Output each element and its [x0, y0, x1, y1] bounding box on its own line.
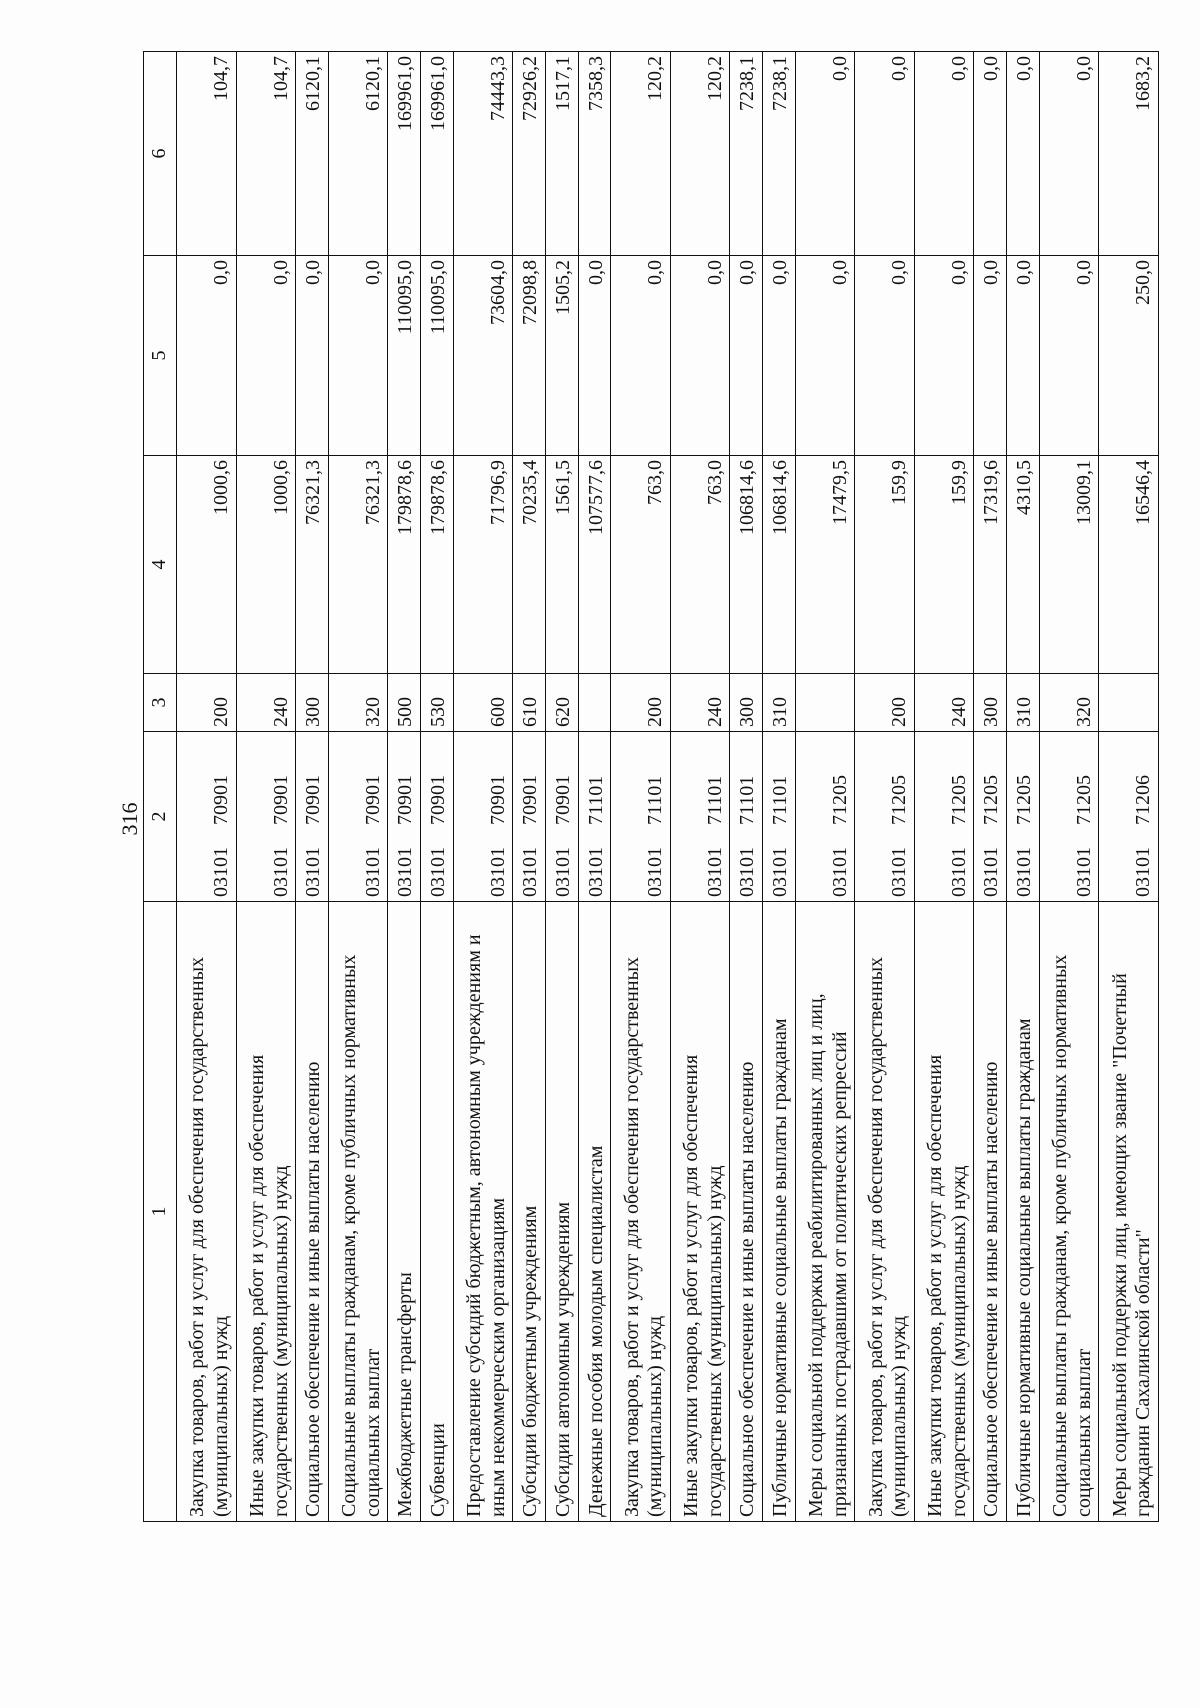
- table-row: [611, 52, 671, 1522]
- row-value-col6: 1683,2: [1099, 52, 1159, 256]
- row-expense-kind: 620: [545, 674, 578, 732]
- row-value-col5: 0,0: [236, 256, 296, 456]
- row-code-direction: 71205: [1072, 775, 1095, 825]
- row-value-col6: 0,0: [1039, 52, 1099, 256]
- row-code-program: 03101: [980, 847, 1003, 897]
- row-code: [611, 732, 671, 902]
- row-value-col4: 179878,6: [388, 456, 421, 674]
- row-code-direction: 70901: [209, 775, 232, 825]
- row-code-program: 03101: [1013, 847, 1036, 897]
- row-code: [388, 732, 421, 902]
- row-code-direction: 71101: [644, 775, 667, 825]
- table-row: [328, 52, 388, 1522]
- row-code: [1006, 732, 1039, 902]
- row-code: [730, 732, 763, 902]
- row-name: Публичные нормативные социальные выплаты гражданам: [1006, 902, 1039, 1522]
- row-code: [670, 732, 730, 902]
- row-name: Межбюджетные трансферты: [388, 902, 421, 1522]
- row-code-direction: 70901: [486, 775, 509, 825]
- row-value-col4: 763,0: [670, 456, 730, 674]
- row-code-direction: 71101: [769, 775, 791, 825]
- row-code-direction: 71101: [584, 775, 607, 825]
- table-row: [730, 52, 763, 1522]
- row-value-col4: 106814,6: [762, 456, 795, 674]
- row-value-col6: 169961,0: [421, 52, 454, 256]
- row-code-program: 03101: [584, 847, 607, 897]
- row-name: Субвенции: [421, 902, 454, 1522]
- column-header-3: 3: [144, 674, 177, 732]
- row-code: [236, 732, 296, 902]
- row-code-program: 03101: [486, 847, 509, 897]
- table-row: [453, 52, 513, 1522]
- row-code: [1099, 732, 1159, 902]
- row-value-col6: 104,7: [236, 52, 296, 256]
- row-value-col4: 76321,3: [328, 456, 388, 674]
- column-header-5: 5: [144, 256, 177, 456]
- row-name: Субсидии бюджетным учреждениям: [513, 902, 546, 1522]
- table-row: [1006, 52, 1039, 1522]
- row-expense-kind: 200: [855, 674, 915, 732]
- row-code: [453, 732, 513, 902]
- table-row: [578, 52, 611, 1522]
- row-value-col6: 169961,0: [388, 52, 421, 256]
- row-expense-kind: 320: [328, 674, 388, 732]
- row-code: [177, 732, 237, 902]
- row-name: Меры социальной поддержки лиц, имеющих звание "Почетный гражданин Сахалинской области": [1099, 902, 1159, 1522]
- row-expense-kind: 500: [388, 674, 421, 732]
- row-code: [545, 732, 578, 902]
- row-code-program: 03101: [1132, 847, 1155, 897]
- row-value-col5: 0,0: [730, 256, 763, 456]
- row-value-col4: 71796,9: [453, 456, 513, 674]
- row-value-col4: 179878,6: [421, 456, 454, 674]
- row-value-col6: 74443,3: [453, 52, 513, 256]
- row-code-program: 03101: [888, 847, 911, 897]
- column-header-2: 2: [144, 732, 177, 902]
- row-code: [974, 732, 1007, 902]
- row-expense-kind: 240: [670, 674, 730, 732]
- row-code-direction: 70901: [394, 775, 417, 825]
- row-name: Иные закупки товаров, работ и услуг для обеспечения государственных (муниципальных) нужд: [670, 902, 730, 1522]
- row-value-col4: 1561,5: [545, 456, 578, 674]
- row-code-program: 03101: [394, 847, 417, 897]
- budget-table: [143, 51, 1159, 1522]
- row-value-col4: 17479,5: [795, 456, 855, 674]
- row-code-program: 03101: [644, 847, 667, 897]
- row-code: [795, 732, 855, 902]
- row-expense-kind: 600: [453, 674, 513, 732]
- row-value-col4: 1000,6: [177, 456, 237, 674]
- row-code-direction: 71205: [828, 775, 851, 825]
- row-name: Социальные выплаты гражданам, кроме публичных нормативных социальных выплат: [1039, 902, 1099, 1522]
- table-row: [513, 52, 546, 1522]
- row-expense-kind: 530: [421, 674, 454, 732]
- row-value-col5: 73604,0: [453, 256, 513, 456]
- row-value-col6: 120,2: [670, 52, 730, 256]
- row-name: Публичные нормативные социальные выплаты гражданам: [762, 902, 795, 1522]
- row-code-direction: 71205: [947, 775, 970, 825]
- row-value-col6: 0,0: [855, 52, 915, 256]
- row-code-direction: 70901: [302, 775, 325, 825]
- row-code-direction: 71205: [1013, 775, 1036, 825]
- row-value-col5: 0,0: [328, 256, 388, 456]
- row-expense-kind: [578, 674, 611, 732]
- row-value-col5: 110095,0: [388, 256, 421, 456]
- row-code-program: 03101: [302, 847, 325, 897]
- row-code-program: 03101: [947, 847, 970, 897]
- row-value-col4: 4310,5: [1006, 456, 1039, 674]
- budget-table-sheet: [143, 52, 1159, 1522]
- row-expense-kind: 200: [177, 674, 237, 732]
- row-value-col5: 0,0: [611, 256, 671, 456]
- row-value-col4: 763,0: [611, 456, 671, 674]
- row-value-col5: 0,0: [855, 256, 915, 456]
- row-code-program: 03101: [769, 847, 791, 897]
- row-code-direction: 70901: [361, 775, 384, 825]
- row-value-col6: 72926,2: [513, 52, 546, 256]
- row-expense-kind: 200: [611, 674, 671, 732]
- row-name: Социальное обеспечение и иные выплаты населению: [296, 902, 329, 1522]
- row-code: [914, 732, 974, 902]
- row-value-col5: 0,0: [974, 256, 1007, 456]
- column-header-6: 6: [144, 52, 177, 256]
- row-value-col5: 0,0: [578, 256, 611, 456]
- row-expense-kind: 310: [1006, 674, 1039, 732]
- row-expense-kind: 300: [974, 674, 1007, 732]
- row-name: Социальное обеспечение и иные выплаты населению: [730, 902, 763, 1522]
- row-value-col6: 0,0: [1006, 52, 1039, 256]
- row-code-program: 03101: [361, 847, 384, 897]
- row-value-col5: 72098,8: [513, 256, 546, 456]
- column-header-1: 1: [144, 902, 177, 1522]
- row-value-col5: 0,0: [177, 256, 237, 456]
- row-value-col6: 0,0: [974, 52, 1007, 256]
- row-code: [421, 732, 454, 902]
- row-value-col6: 0,0: [795, 52, 855, 256]
- row-value-col5: 250,0: [1099, 256, 1159, 456]
- table-row: [974, 52, 1007, 1522]
- row-code-direction: 71101: [703, 775, 726, 825]
- row-code: [762, 732, 795, 902]
- row-value-col5: 0,0: [1006, 256, 1039, 456]
- table-row: [1099, 52, 1159, 1522]
- row-value-col5: 0,0: [762, 256, 795, 456]
- row-value-col6: 7238,1: [762, 52, 795, 256]
- row-code-program: 03101: [1072, 847, 1095, 897]
- row-expense-kind: 310: [762, 674, 795, 732]
- row-code-direction: 70901: [427, 775, 450, 825]
- row-code: [513, 732, 546, 902]
- row-value-col4: 1000,6: [236, 456, 296, 674]
- column-header-4: 4: [144, 456, 177, 674]
- row-name: Социальное обеспечение и иные выплаты населению: [974, 902, 1007, 1522]
- row-code: [578, 732, 611, 902]
- row-expense-kind: 240: [914, 674, 974, 732]
- row-code-program: 03101: [427, 847, 450, 897]
- table-row: [855, 52, 915, 1522]
- table-row: [670, 52, 730, 1522]
- row-code: [1039, 732, 1099, 902]
- row-name: Социальные выплаты гражданам, кроме публичных нормативных социальных выплат: [328, 902, 388, 1522]
- row-code-direction: 70901: [269, 775, 292, 825]
- row-value-col5: 0,0: [296, 256, 329, 456]
- table-row: [236, 52, 296, 1522]
- row-value-col5: 0,0: [795, 256, 855, 456]
- row-value-col4: 16546,4: [1099, 456, 1159, 674]
- row-expense-kind: 610: [513, 674, 546, 732]
- row-name: Денежные пособия молодым специалистам: [578, 902, 611, 1522]
- row-value-col4: 76321,3: [296, 456, 329, 674]
- row-value-col4: 70235,4: [513, 456, 546, 674]
- row-code-direction: 71206: [1132, 775, 1155, 825]
- table-header-row: [144, 52, 177, 1522]
- row-value-col6: 6120,1: [296, 52, 329, 256]
- table-row: [1039, 52, 1099, 1522]
- row-value-col4: 13009,1: [1039, 456, 1099, 674]
- row-value-col4: 159,9: [855, 456, 915, 674]
- row-value-col6: 6120,1: [328, 52, 388, 256]
- row-code-program: 03101: [828, 847, 851, 897]
- row-code-program: 03101: [551, 847, 574, 897]
- row-code-direction: 71101: [736, 775, 759, 825]
- row-value-col5: 0,0: [914, 256, 974, 456]
- row-name: Субсидии автономным учреждениям: [545, 902, 578, 1522]
- row-value-col4: 106814,6: [730, 456, 763, 674]
- row-code-direction: 70901: [551, 775, 574, 825]
- table-row: [914, 52, 974, 1522]
- row-name: Закупка товаров, работ и услуг для обеспечения государственных (муниципальных) нужд: [855, 902, 915, 1522]
- table-row: [388, 52, 421, 1522]
- row-value-col5: 1505,2: [545, 256, 578, 456]
- row-expense-kind: 320: [1039, 674, 1099, 732]
- row-name: Меры социальной поддержки реабилитированных лиц и лиц, признанных пострадавшими от политических репрессий: [795, 902, 855, 1522]
- row-expense-kind: 300: [730, 674, 763, 732]
- row-code: [855, 732, 915, 902]
- row-value-col6: 7238,1: [730, 52, 763, 256]
- row-value-col6: 0,0: [914, 52, 974, 256]
- table-row: [795, 52, 855, 1522]
- row-code-direction: 71205: [888, 775, 911, 825]
- row-expense-kind: [1099, 674, 1159, 732]
- row-name: Иные закупки товаров, работ и услуг для обеспечения государственных (муниципальных) нужд: [914, 902, 974, 1522]
- row-value-col4: 107577,6: [578, 456, 611, 674]
- table-row: [177, 52, 237, 1522]
- row-name: Предоставление субсидий бюджетным, автономным учреждениям и иным некоммерческим организациям: [453, 902, 513, 1522]
- row-value-col5: 110095,0: [421, 256, 454, 456]
- table-row: [545, 52, 578, 1522]
- table-row: [421, 52, 454, 1522]
- table-row: [762, 52, 795, 1522]
- row-value-col5: 0,0: [670, 256, 730, 456]
- row-code-program: 03101: [209, 847, 232, 897]
- row-value-col5: 0,0: [1039, 256, 1099, 456]
- row-value-col6: 104,7: [177, 52, 237, 256]
- row-name: Закупка товаров, работ и услуг для обеспечения государственных (муниципальных) нужд: [611, 902, 671, 1522]
- row-value-col6: 1517,1: [545, 52, 578, 256]
- row-expense-kind: 300: [296, 674, 329, 732]
- row-expense-kind: [795, 674, 855, 732]
- row-value-col4: 159,9: [914, 456, 974, 674]
- row-code-direction: 70901: [519, 775, 542, 825]
- row-name: Закупка товаров, работ и услуг для обеспечения государственных (муниципальных) нужд: [177, 902, 237, 1522]
- row-value-col6: 7358,3: [578, 52, 611, 256]
- row-code-program: 03101: [736, 847, 759, 897]
- row-code: [328, 732, 388, 902]
- row-code: [296, 732, 329, 902]
- row-value-col6: 120,2: [611, 52, 671, 256]
- row-code-direction: 71205: [980, 775, 1003, 825]
- page-number: 316: [117, 802, 142, 836]
- row-code-program: 03101: [703, 847, 726, 897]
- table-row: [296, 52, 329, 1522]
- row-name: Иные закупки товаров, работ и услуг для обеспечения государственных (муниципальных) нужд: [236, 902, 296, 1522]
- row-value-col4: 17319,6: [974, 456, 1007, 674]
- row-code-program: 03101: [519, 847, 542, 897]
- row-expense-kind: 240: [236, 674, 296, 732]
- row-code-program: 03101: [269, 847, 292, 897]
